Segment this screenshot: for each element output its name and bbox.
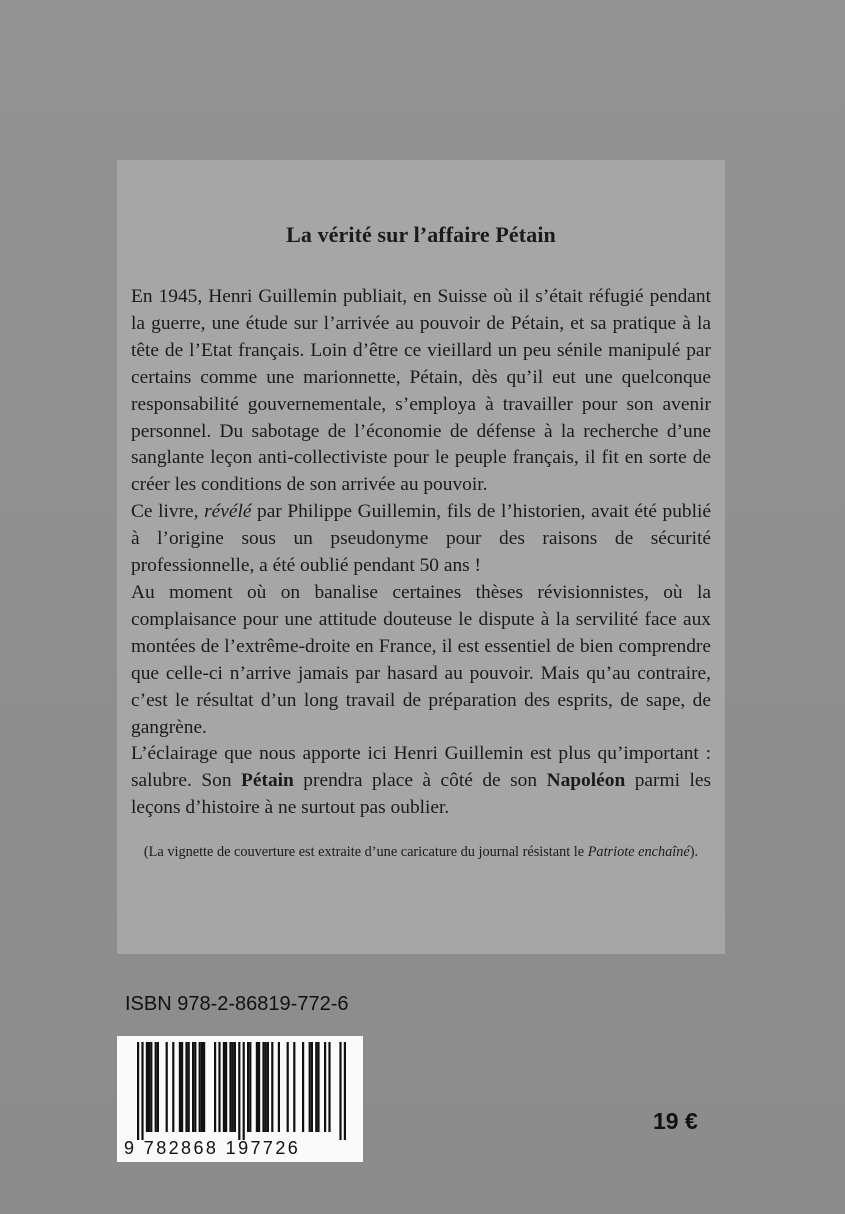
barcode-bar — [243, 1042, 245, 1140]
barcode-bar — [267, 1042, 269, 1132]
barcode-bar — [179, 1042, 181, 1132]
text-run: parmi les leçons d’histoire à ne surtout pas oublier. — [131, 770, 712, 819]
barcode-bar — [225, 1042, 227, 1132]
bold-text-run: Napoléon — [546, 770, 626, 792]
summary-text — [131, 284, 711, 822]
barcode-bar — [214, 1042, 216, 1132]
barcode-bar — [262, 1042, 264, 1132]
barcode-bar — [148, 1042, 150, 1132]
barcode-bar — [315, 1042, 317, 1132]
barcode-bar — [201, 1042, 203, 1132]
barcode-bar — [223, 1042, 225, 1132]
barcode-bar — [302, 1042, 304, 1132]
barcode-bar — [229, 1042, 231, 1132]
barcode-bar — [172, 1042, 174, 1132]
barcode-bar — [328, 1042, 330, 1132]
cover-illustration-credit — [131, 842, 711, 863]
barcode-bar — [218, 1042, 220, 1132]
text-run: prendra place à côté de son — [293, 770, 547, 792]
barcode-bar — [234, 1042, 236, 1132]
barcode-bar — [166, 1042, 168, 1132]
text-run: En 1945, Henri Guillemin publiait, en Suisse où il s’était réfugié pendant la guerre, une étude sur l’arrivée au pouvoir de Pétain, et sa pratique à la tête de l’Etat français. Loin d’être ce vieillard un peu sénile manipulé par certains comme une marionnette, Pétain, dès qu’il eut une quelconque responsabilité gouvernementale, s’employa à travailler pour son avenir personnel. Du sabotage de l’économie de défense à la recherche d’une sanglante leçon anti-collectiviste pour le peuple français, il fit en sorte de créer les conditions de son arrivée au pouvoir. — [131, 286, 711, 496]
barcode-bar — [141, 1042, 143, 1140]
barcode-bar — [256, 1042, 258, 1132]
price-label: 19 € — [653, 1108, 698, 1134]
italic-text-run: Patriote enchaîné — [587, 844, 690, 861]
barcode-bar — [238, 1042, 240, 1140]
summary-paragraph — [131, 284, 711, 499]
barcode-bar — [249, 1042, 251, 1132]
barcode-bar — [324, 1042, 326, 1132]
barcode-digits: 9 782868 197726 — [124, 1138, 301, 1158]
text-run: (La vignette de couverture est extraite d’une caricature du journal résistant le — [143, 844, 588, 861]
text-run: Ce livre, — [131, 501, 205, 523]
barcode-bar — [199, 1042, 201, 1132]
barcode-bar — [247, 1042, 249, 1132]
isbn-label: ISBN 978-2-86819-772-6 — [125, 993, 349, 1015]
text-run: L’éclairage que nous apporte ici Henri Guillemin est plus qu’important : salubre. Son — [131, 743, 711, 792]
barcode-bar — [309, 1042, 311, 1132]
text-run: par Philippe Guillemin, fils de l’historien, avait été publié à l’origine sous un pseudonyme pour des raisons de sécurité professionnelle, a été oublié pendant 50 ans ! — [131, 501, 712, 577]
barcode-bar — [265, 1042, 267, 1132]
barcode-bar — [150, 1042, 152, 1132]
barcode-bar — [194, 1042, 196, 1132]
summary-paragraph — [131, 499, 711, 580]
barcode-bar — [311, 1042, 313, 1132]
barcode-bar — [185, 1042, 187, 1132]
barcode-bar — [287, 1042, 289, 1132]
barcode-bar — [344, 1042, 346, 1140]
barcode-bar — [203, 1042, 205, 1132]
text-run: ). — [689, 844, 699, 861]
barcode-bar — [137, 1042, 139, 1140]
barcode-bar — [192, 1042, 194, 1132]
barcode-bar — [146, 1042, 148, 1132]
barcode-bar — [157, 1042, 159, 1132]
barcode-bar — [181, 1042, 183, 1132]
barcode-bar — [339, 1042, 341, 1140]
barcode-bar — [271, 1042, 273, 1132]
book-summary-title: La vérité sur l’affaire Pétain — [286, 222, 556, 247]
summary-panel — [117, 160, 725, 954]
bold-text-run: Pétain — [241, 770, 294, 792]
barcode-bar — [317, 1042, 319, 1132]
barcode-bar — [155, 1042, 157, 1132]
barcode-bar — [232, 1042, 234, 1132]
text-run: Au moment où on banalise certaines thèses révisionnistes, où la complaisance pour une attitude douteuse le dispute à la servilité face aux montées de l’extrême-droite en France, il est essentiel de bien comprendre que celle-ci n’arrive jamais par hasard au pouvoir. Mais qu’au contraire, c’est le résultat d’un long travail de préparation des esprits, de sape, de gangrène. — [131, 581, 711, 738]
barcode-bar — [278, 1042, 280, 1132]
barcode — [117, 1036, 363, 1162]
italic-text-run: révélé — [204, 501, 252, 523]
barcode-bar — [258, 1042, 260, 1132]
barcode-bar — [188, 1042, 190, 1132]
summary-paragraph — [131, 580, 711, 741]
barcode-bars — [117, 1036, 363, 1140]
barcode-bar — [293, 1042, 295, 1132]
summary-paragraph — [131, 741, 711, 822]
